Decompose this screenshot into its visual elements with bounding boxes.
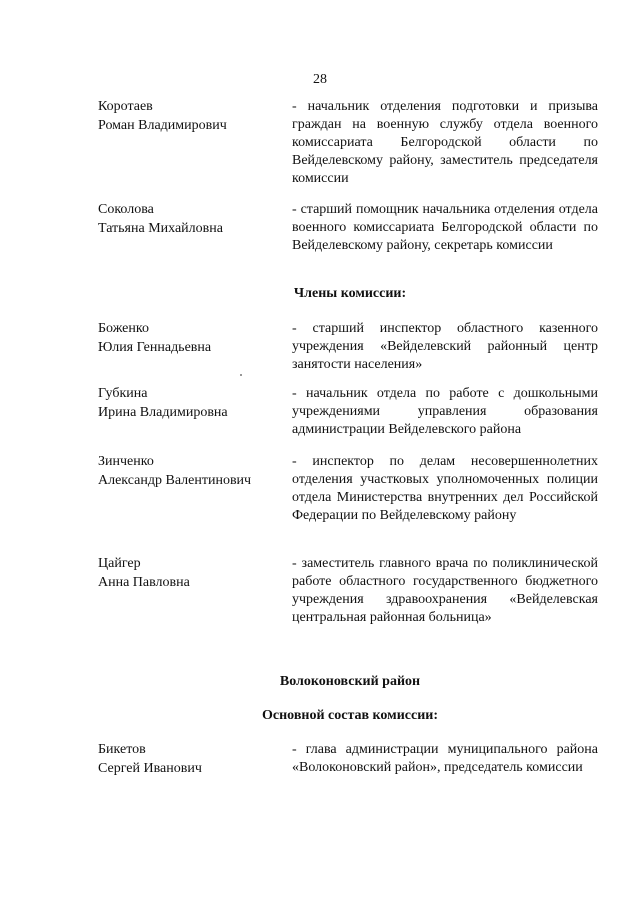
person-role: - старший помощник начальника отделения отдела военного комиссариата Белгородской области по Вейделевскому району, секретарь комиссии bbox=[292, 202, 598, 253]
person-name bbox=[98, 98, 288, 135]
district-heading: Волоконовский район bbox=[279, 674, 421, 689]
main-composition-heading: Основной состав комиссии: bbox=[262, 708, 438, 723]
person-surname: Коротаев bbox=[98, 99, 153, 114]
person-given-names: Ирина Владимировна bbox=[98, 404, 228, 420]
person-name bbox=[98, 741, 288, 778]
person-name bbox=[98, 320, 288, 357]
scan-speck bbox=[240, 374, 242, 376]
person-given-names: Александр Валентинович bbox=[98, 472, 252, 488]
person-given-names: Роман Владимирович bbox=[98, 117, 227, 133]
person-given-names: Татьяна Михайловна bbox=[98, 220, 223, 236]
person-surname: Боженко bbox=[98, 321, 149, 336]
person-name bbox=[98, 453, 288, 490]
person-name bbox=[98, 555, 288, 592]
person-surname: Зинченко bbox=[98, 454, 154, 469]
person-role: - заместитель главного врача по поликлинической работе областного государственного бюджетного учреждения здравоохранения «Вейделевская центральная районная больница» bbox=[292, 556, 598, 625]
page-number: 28 bbox=[313, 72, 327, 87]
person-role: - старший инспектор областного казенного учреждения «Вейделевский районный центр занятости населения» bbox=[292, 321, 598, 372]
person-surname: Бикетов bbox=[98, 742, 146, 757]
person-surname: Соколова bbox=[98, 202, 154, 217]
person-role: - начальник отделения подготовки и призыва граждан на военную службу отдела военного комиссариата Белгородской области по Вейделевскому району, заместитель председателя комиссии bbox=[292, 99, 598, 186]
person-role: - инспектор по делам несовершеннолетних отделения участковых уполномоченных полиции отдела Министерства внутренних дел Российской Федерации по Вейделевскому району bbox=[292, 454, 598, 523]
members-heading: Члены комиссии: bbox=[293, 286, 407, 301]
person-name bbox=[98, 201, 288, 238]
person-given-names: Юлия Геннадьевна bbox=[98, 339, 212, 355]
person-given-names: Анна Павловна bbox=[98, 574, 190, 590]
person-role: - начальник отдела по работе с дошкольными учреждениями управления образования администрации Вейделевского района bbox=[292, 386, 598, 437]
person-name bbox=[98, 385, 288, 422]
person-given-names: Сергей Иванович bbox=[98, 760, 202, 776]
person-surname: Губкина bbox=[98, 386, 148, 401]
person-role: - глава администрации муниципального района «Волоконовский район», председатель комиссии bbox=[292, 742, 598, 775]
person-surname: Цайгер bbox=[98, 556, 141, 571]
